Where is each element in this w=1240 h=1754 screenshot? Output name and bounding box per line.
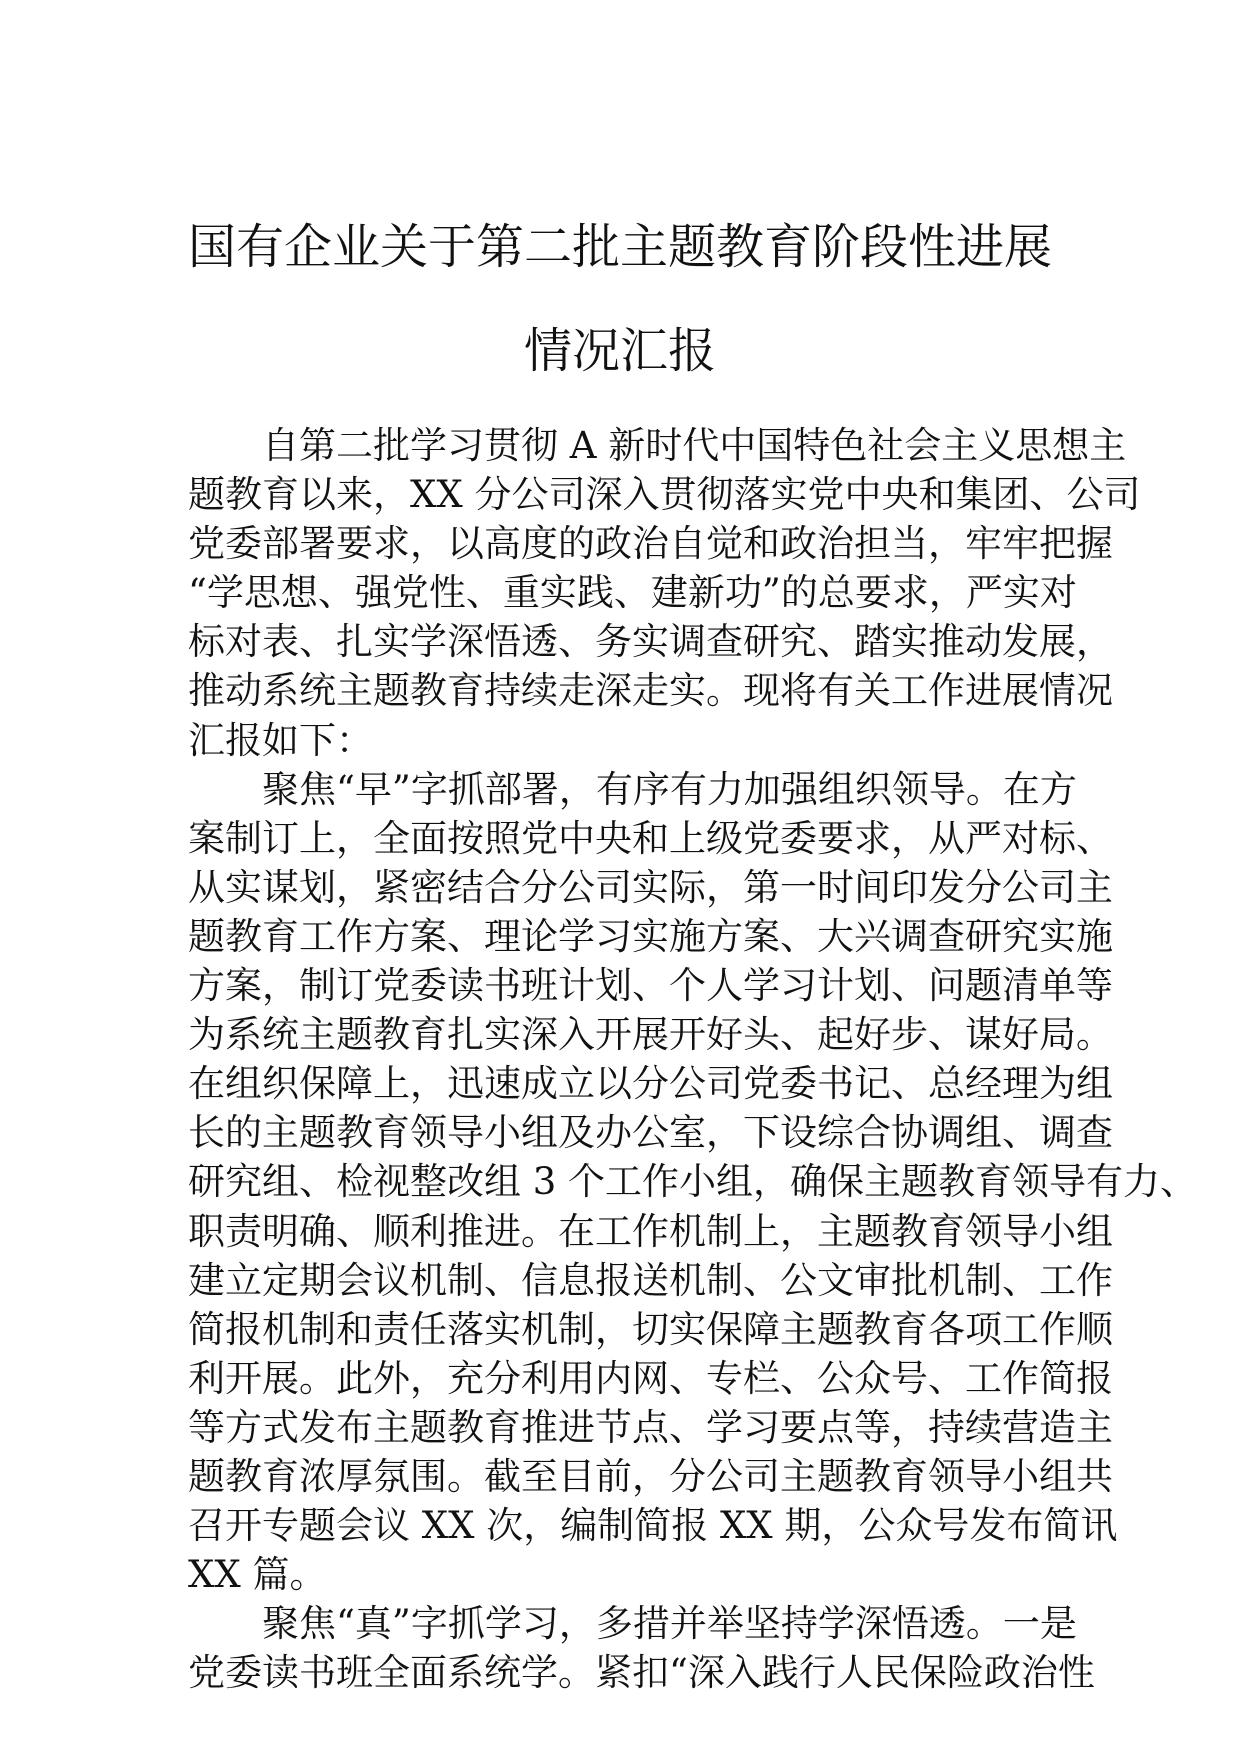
body-line: XX 篇。 [188,1553,327,1597]
body-line: 简报机制和责任落实机制，切实保障主题教育各项工作顺 [188,1307,1113,1351]
body-line: 长的主题教育领导小组及办公室，下设综合协调组、调查 [188,1111,1113,1155]
body-line: 聚焦“真”字抓学习，多措并举坚持学深悟透。一是 [188,1602,1077,1646]
title-line-1: 国有企业关于第二批主题教育阶段性进展 [187,219,1052,275]
body-line: 案制订上，全面按照党中央和上级党委要求，从严对标、 [188,816,1113,860]
body-line: 标对表、扎实学深悟透、务实调查研究、踏实推动发展， [188,620,1113,664]
body-line: “学思想、强党性、重实践、建新功”的总要求，严实对 [188,571,1077,615]
document-body [188,421,1198,1697]
body-line: 自第二批学习贯彻 A 新时代中国特色社会主义思想主 [188,424,1127,467]
body-line: 等方式发布主题教育推进节点、学习要点等，持续营造主 [188,1405,1113,1449]
body-line: 利开展。此外，充分利用内网、专栏、公众号、工作简报 [188,1356,1113,1400]
body-line: 题教育以来，XX 分公司深入贯彻落实党中央和集团、公司 [188,473,1141,517]
body-line: 推动系统主题教育持续走深走实。现将有关工作进展情况 [188,669,1113,713]
body-line: 从实谋划，紧密结合分公司实际，第一时间印发分公司主 [188,865,1113,909]
body-line: 召开专题会议 XX 次，编制简报 XX 期，公众号发布简讯 [188,1504,1118,1548]
body-line: 题教育工作方案、理论学习实施方案、大兴调查研究实施 [188,914,1113,958]
body-line: 聚焦“早”字抓部署，有序有力加强组织领导。在方 [188,767,1077,811]
body-line: 建立定期会议机制、信息报送机制、公文审批机制、工作 [188,1258,1113,1302]
body-line: 题教育浓厚氛围。截至目前，分公司主题教育领导小组共 [188,1454,1113,1498]
body-line: 为系统主题教育扎实深入开展开好头、起好步、谋好局。 [188,1013,1113,1057]
body-line: 汇报如下： [188,718,373,762]
body-line: 党委读书班全面系统学。紧扣“深入践行人民保险政治性 [188,1651,1095,1695]
document-title [150,195,1090,403]
body-line: 方案，制订党委读书班计划、个人学习计划、问题清单等 [188,964,1113,1008]
body-line: 党委部署要求，以高度的政治自觉和政治担当，牢牢把握 [188,522,1113,566]
body-line: 在组织保障上，迅速成立以分公司党委书记、总经理为组 [188,1062,1113,1106]
title-line-2: 情况汇报 [523,323,716,379]
body-line: 职责明确、顺利推进。在工作机制上，主题教育领导小组 [188,1209,1113,1253]
body-line: 研究组、检视整改组 3 个工作小组，确保主题教育领导有力、 [188,1160,1198,1204]
